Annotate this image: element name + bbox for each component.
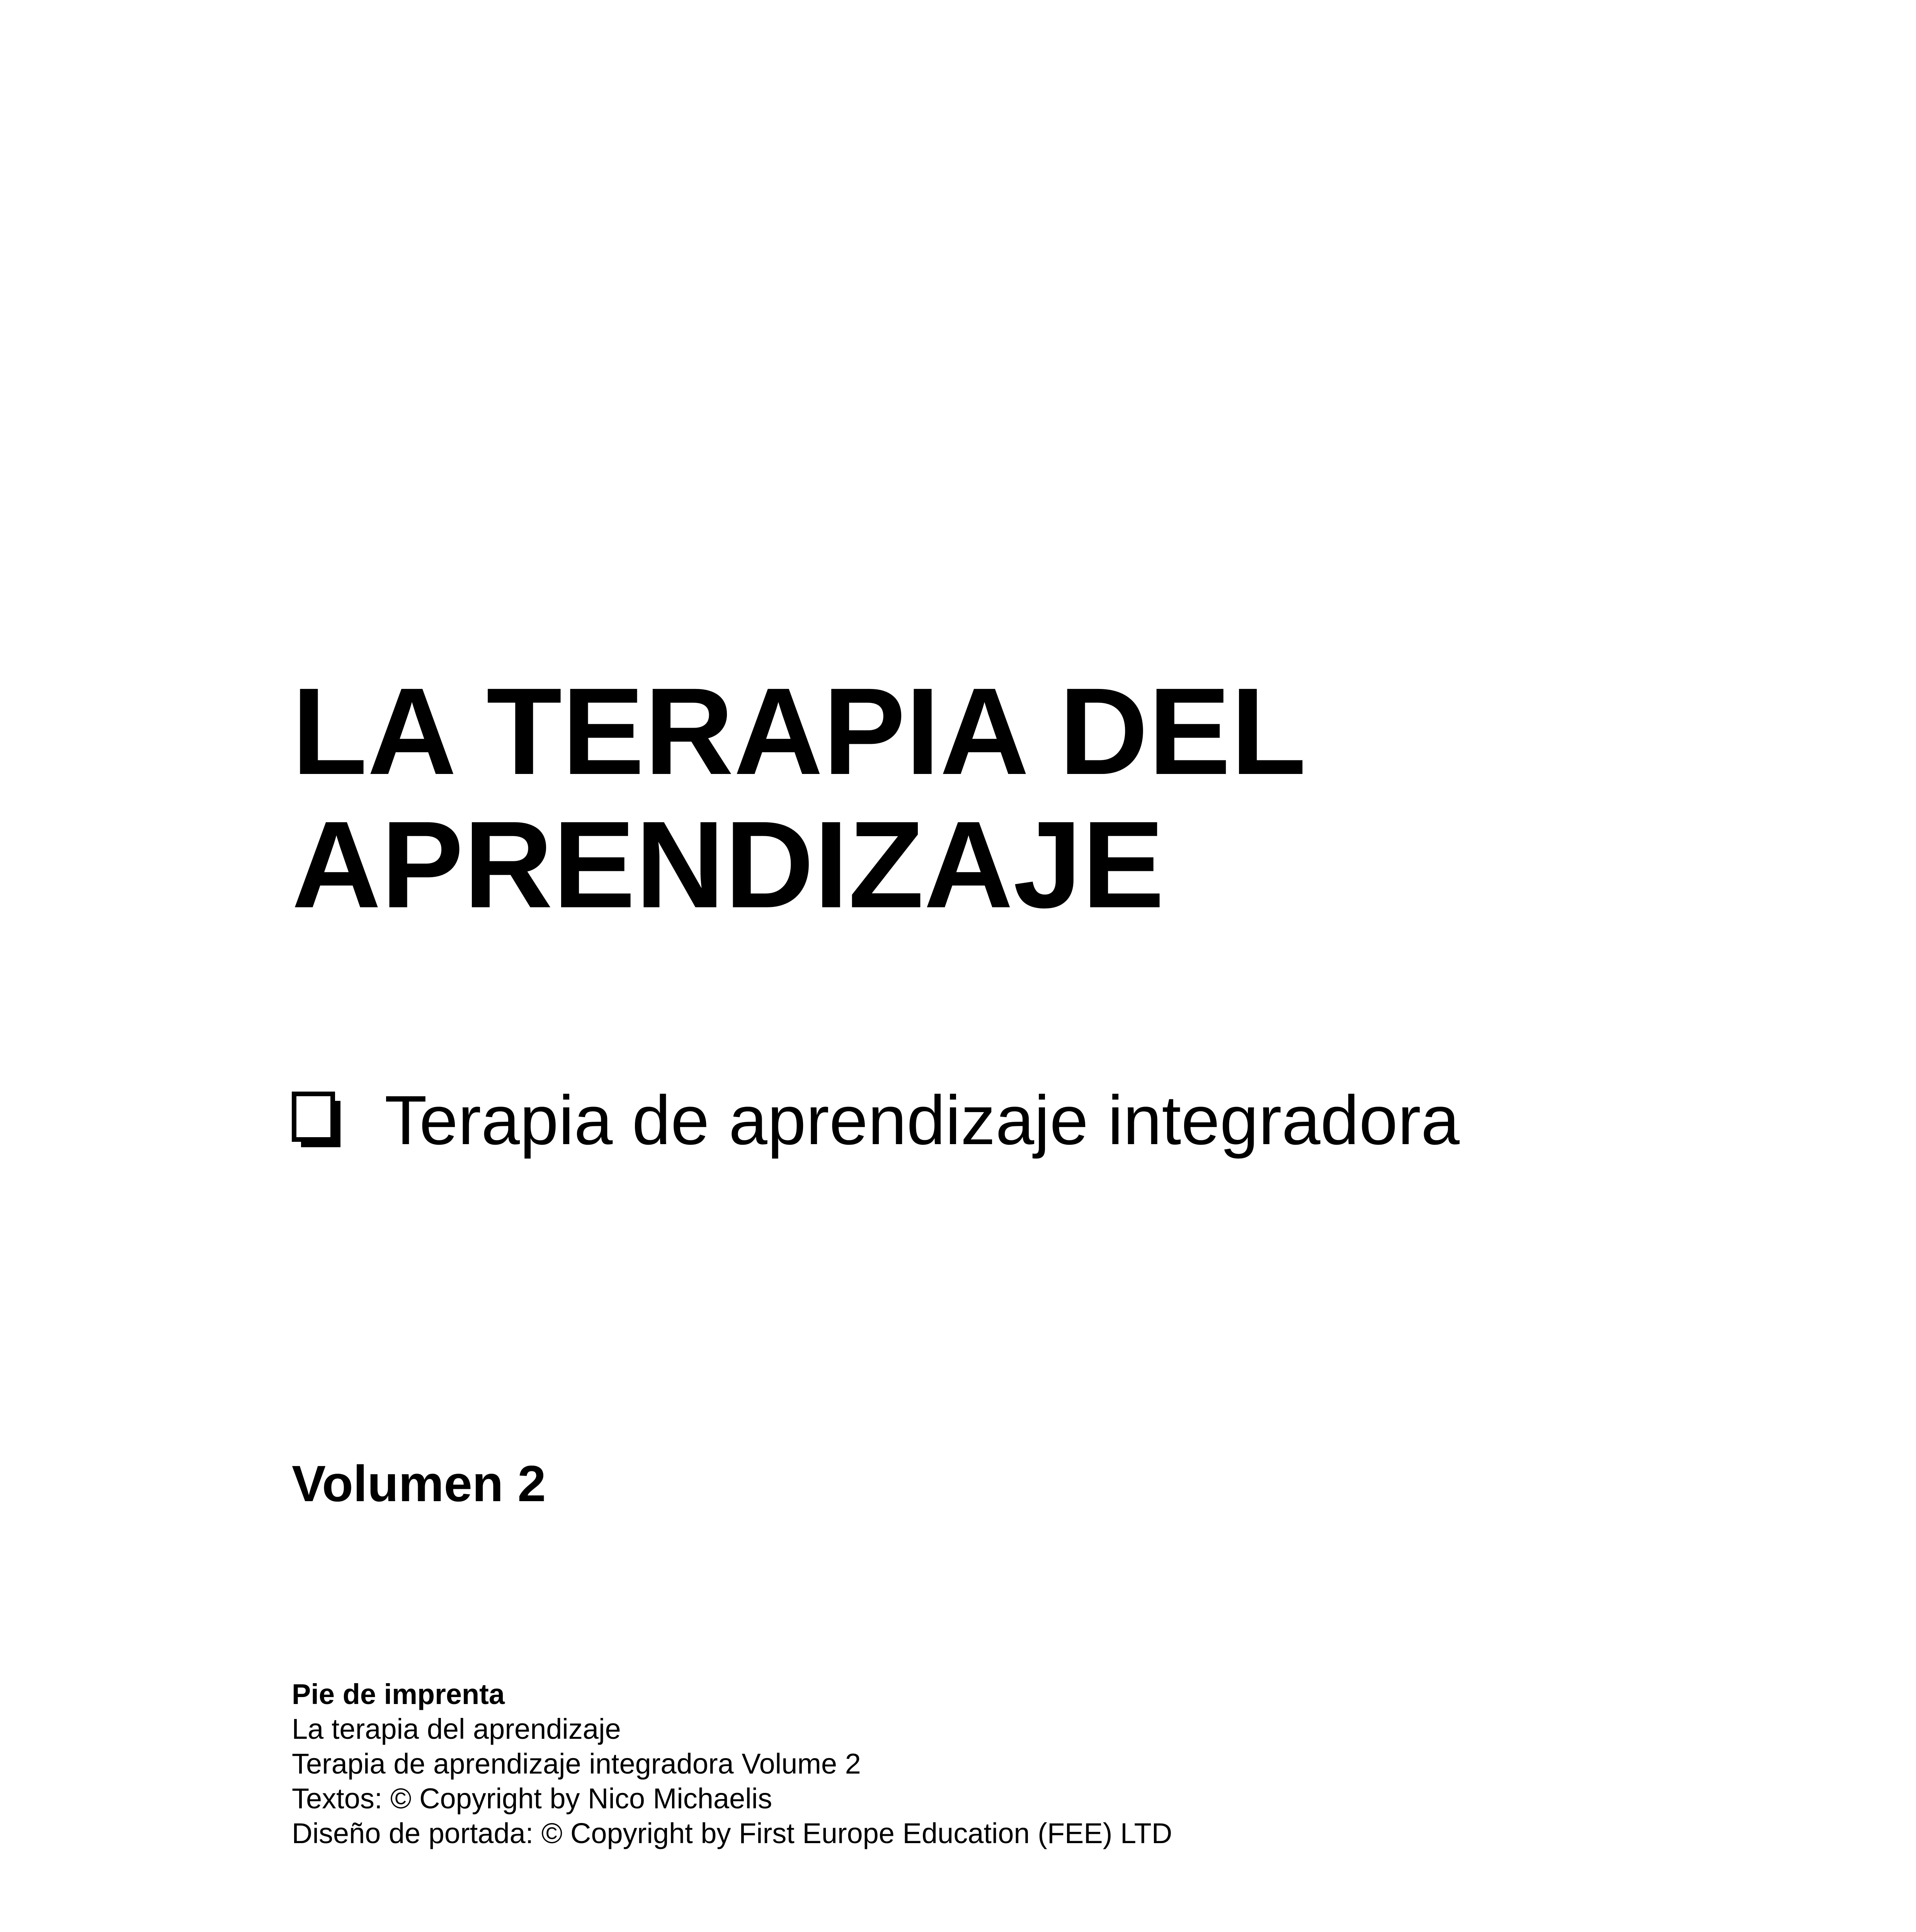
subtitle-row [292,1078,1460,1163]
book-title-line-1: LA TERAPIA DEL [292,662,1307,800]
volume-label: Volumen 2 [292,1455,546,1512]
checkbox-icon [292,1092,342,1150]
imprint-section [292,1677,1172,1851]
book-subtitle: Terapia de aprendizaje integradora [385,1082,1460,1159]
imprint-line: Terapia de aprendizaje integradora Volume 2 [292,1748,861,1780]
imprint-heading: Pie de imprenta [292,1678,505,1710]
imprint-line: Textos: © Copyright by Nico Michaelis [292,1782,773,1815]
book-title-line-2: APRENDIZAJE [292,795,1165,934]
book-title [292,662,1760,934]
imprint-line: Diseño de portada: © Copyright by First Europe Education (FEE) LTD [292,1817,1172,1849]
imprint-line: La terapia del aprendizaje [292,1713,621,1745]
